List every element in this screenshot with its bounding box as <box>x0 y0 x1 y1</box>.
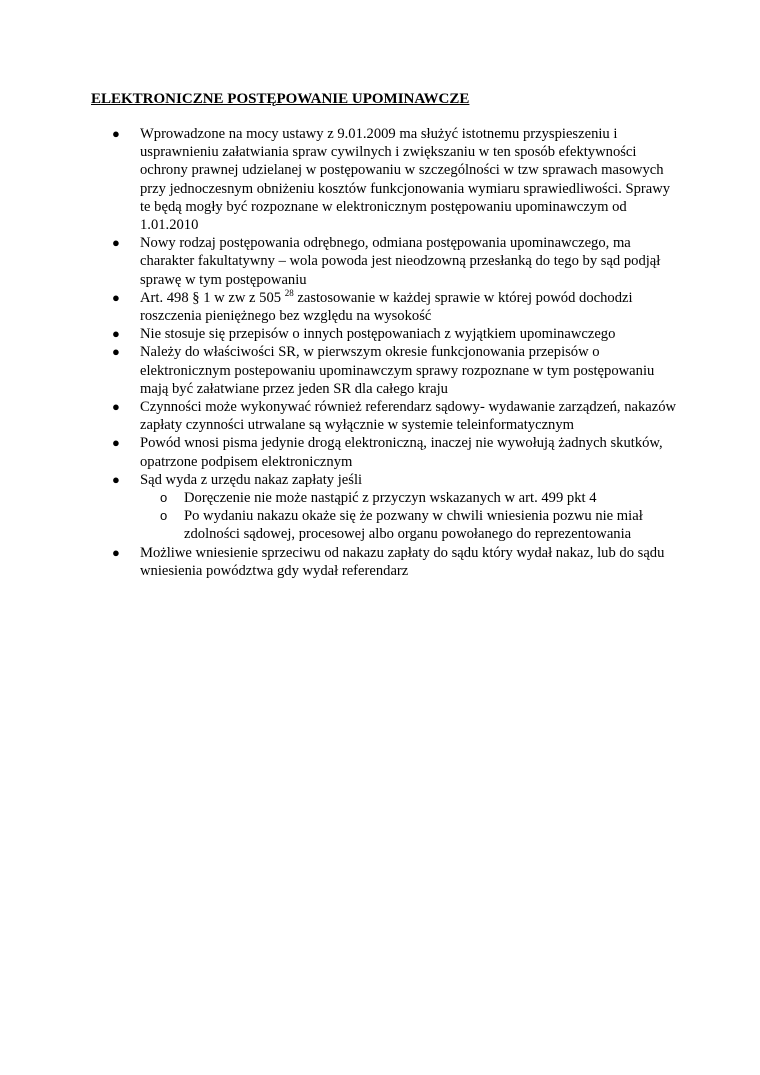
list-item-text: Powód wnosi pisma jedynie drogą elektroniczną, inaczej nie wywołują żadnych skutków, opatrzone podpisem elektronicznym <box>140 435 663 470</box>
bullet-icon: ● <box>112 326 120 342</box>
list-item <box>112 289 682 325</box>
bullet-icon: ● <box>112 544 120 560</box>
sub-bullet-icon: o <box>160 490 168 506</box>
list-item-text: Nowy rodzaj postępowania odrębnego, odmiana postępowania upominawczego, ma charakter fakultatywny – wola powoda jest nieodzowną przesłanką do tego by sąd podjął sprawę w tym postępowaniu <box>140 235 661 288</box>
list-item-text: Sąd wyda z urzędu nakaz zapłaty jeśli <box>140 471 363 488</box>
sub-list <box>140 489 682 544</box>
sub-list-item <box>140 489 682 507</box>
list-item-text: Czynności może wykonywać również referendarz sądowy- wydawanie zarządzeń, nakazów zapłaty czynności utrwalane są wyłącznie w systemie teleinformatycznym <box>140 399 677 434</box>
list-item-text: Należy do właściwości SR, w pierwszym okresie funkcjonowania przepisów o elektronicznym postepowaniu upominawczym sprawy rozpoznane w tym postępowaniu mają być załatwiane przez jeden SR dla całego kraju <box>140 344 655 397</box>
bullet-icon: ● <box>112 399 120 415</box>
document-title: ELEKTRONICZNE POSTĘPOWANIE UPOMINAWCZE <box>91 91 470 107</box>
bullet-icon: ● <box>112 235 120 251</box>
list-item-text: Możliwe wniesienie sprzeciwu od nakazu zapłaty do sądu który wydał nakaz, lub do sądu wniesienia powództwa gdy wydał referendarz <box>140 544 665 579</box>
list-item <box>112 125 682 234</box>
list-item <box>112 471 682 544</box>
bullet-icon: ● <box>112 126 120 141</box>
list-item <box>112 343 682 398</box>
sub-list-item-text: Doręczenie nie może nastąpić z przyczyn wskazanych w art. 499 pkt 4 <box>184 490 597 507</box>
bullet-icon: ● <box>112 289 120 305</box>
sub-list-item <box>140 507 682 543</box>
sub-bullet-icon: o <box>160 508 168 524</box>
list-item <box>112 325 682 343</box>
list-item-text: Art. 498 § 1 w zw z 505 $^{28}$ zastosowanie w każdej sprawie w której powód dochodzi roszczenia pieniężnego bez względu na wysokość <box>140 287 633 325</box>
bullet-icon: ● <box>112 471 120 487</box>
list-item <box>112 544 682 580</box>
bullet-list <box>112 125 682 580</box>
list-item-text: Wprowadzone na mocy ustawy z 9.01.2009 ma służyć istotnemu przyspieszeniu i usprawnieniu załatwiania spraw cywilnych i zwiększaniu w ten sposób efektywności ochrony prawnej udzielanej w postępowaniu w szczególności w tzw sprawach masowych przy jednoczesnym obniżeniu kosztów funkcjonowania wymiaru sprawiedliwości. Sprawy te będą mogły być rozpoznane w elektronicznym postępowaniu upominawczym od 1.01.2010 <box>140 126 671 234</box>
footnote-marker: 28 <box>284 287 294 298</box>
list-item <box>112 234 682 289</box>
bullet-icon: ● <box>112 435 120 451</box>
list-item-text: Nie stosuje się przepisów o innych postępowaniach z wyjątkiem upominawczego <box>140 326 616 343</box>
list-item <box>112 434 682 470</box>
list-item <box>112 398 682 434</box>
sub-list-item-text: Po wydaniu nakazu okaże się że pozwany w chwili wniesienia pozwu nie miał zdolności sądowej, procesowej albo organu powołanego do reprezentowania <box>184 508 643 543</box>
bullet-icon: ● <box>112 344 120 360</box>
